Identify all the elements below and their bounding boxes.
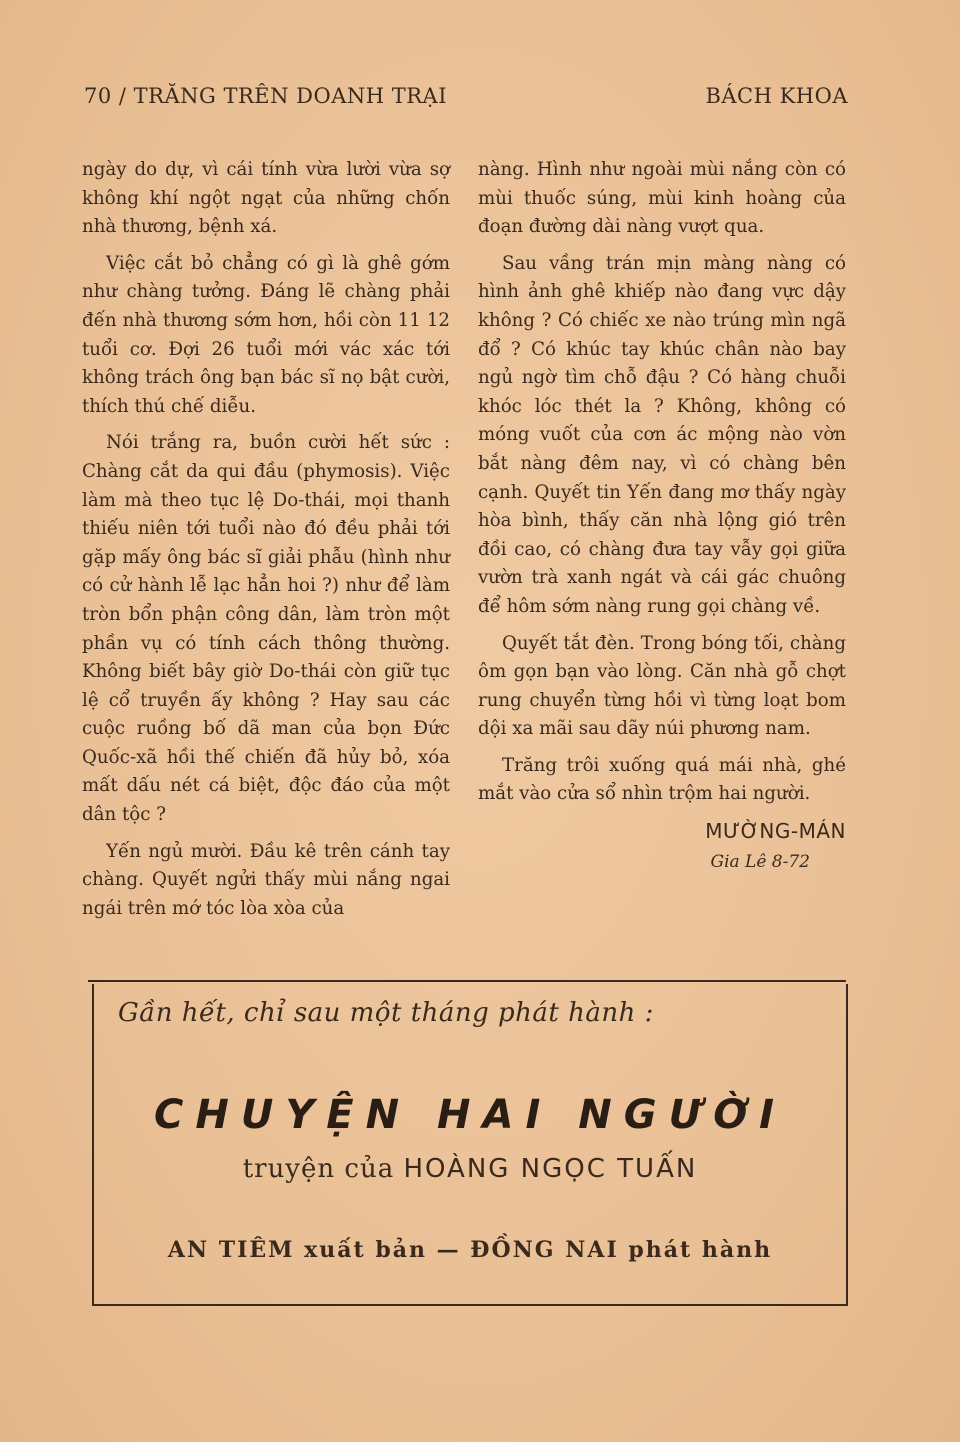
paragraph: ngày do dự, vì cái tính vừa lười vừa sợ không khí ngột ngạt của những chốn nhà thương, bệnh xá. xyxy=(82,159,450,238)
paragraph: Trăng trôi xuống quá mái nhà, ghé mắt vào cửa sổ nhìn trộm hai người. xyxy=(478,754,846,805)
paragraph: Quyết tắt đèn. Trong bóng tối, chàng ôm gọn bạn vào lòng. Căn nhà gỗ chợt rung chuyển từng hồi vì từng loạt bom dội xa mãi sau dãy núi phương nam. xyxy=(478,632,846,740)
paragraph: Sau vầng trán mịn màng nàng có hình ảnh ghê khiếp nào đang vực dậy không ? Có chiếc xe nào trúng mìn ngã đổ ? Có khúc tay khúc chân nào bay ngủ ngờ tìm chỗ đậu ? Có hàng chuỗi khóc lóc thét la ? Không, không có móng vuốt của cơn ác mộng nào vờn bắt nàng đêm nay, vì có chàng bên cạnh. Quyết tin Yến đang mơ thấy ngày hòa bình, thấy căn nhà lộng gió trên đồi cao, có chàng đưa tay vẫy gọi giữa vườn trà xanh ngát và cái gác chuông để hôm sớm nàng rung gọi chàng về. xyxy=(478,252,846,617)
signature-date: Gia Lê 8-72 xyxy=(710,851,810,872)
running-title: 70 / TRĂNG TRÊN DOANH TRẠI xyxy=(84,84,448,108)
publisher-line: AN TIÊM xuất bản — ĐỒNG NAI phát hành xyxy=(167,1237,773,1263)
author-name: HOÀNG NGỌC TUẤN xyxy=(403,1154,698,1184)
ad-tagline: Gần hết, chỉ sau một tháng phát hành : xyxy=(118,998,654,1028)
page-header xyxy=(84,84,848,114)
book-author xyxy=(94,1154,846,1184)
right-column xyxy=(478,156,846,876)
book-title: CHUYỆN HAI NGƯỜI xyxy=(154,1092,786,1138)
paragraph: Việc cắt bỏ chẳng có gì là ghê gớm như chàng tưởng. Đáng lẽ chàng phải đến nhà thương sớm hơn, hồi còn 11 12 tuổi cơ. Đợi 26 tuổi mới vác xác tới không trách ông bạn bác sĩ nọ bật cười, thích thú chế diễu. xyxy=(82,252,450,417)
paragraph: Nói trắng ra, buồn cười hết sức : Chàng cắt da qui đầu (phymosis). Việc làm mà theo tục lệ Do-thái, mọi thanh thiếu niên tới tuổi nào đó đều phải tới gặp mấy ông bác sĩ giải phẫu (hình như có cử hành lễ lạc hẳn hoi ?) như để làm tròn bổn phận công dân, làm tròn một phần vụ có tính cách thông thường. Không biết bây giờ Do-thái còn giữ tục lệ cổ truyền ấy không ? Hay sau các cuộc ruồng bố dã man của bọn Đức Quốc-xã hồi thế chiến đã hủy bỏ, xóa mất dấu nét cá biệt, độc đáo của một dân tộc ? xyxy=(82,432,450,826)
magazine-name: BÁCH KHOA xyxy=(705,84,848,108)
paragraph: Yến ngủ mười. Đầu kê trên cánh tay chàng. Quyết ngửi thấy mùi nắng ngai ngái trên mớ tóc lòa xòa của xyxy=(82,840,450,919)
paragraph: nàng. Hình như ngoài mùi nắng còn có mùi thuốc súng, mùi kinh hoàng của đoạn đường dài nàng vượt qua. xyxy=(478,159,846,238)
author-signature: MƯỜNG-MÁN xyxy=(705,819,846,844)
book-advertisement xyxy=(92,984,848,1306)
ad-top-rule xyxy=(88,980,846,982)
left-column xyxy=(82,156,450,931)
author-prefix: truyện của xyxy=(242,1154,395,1184)
